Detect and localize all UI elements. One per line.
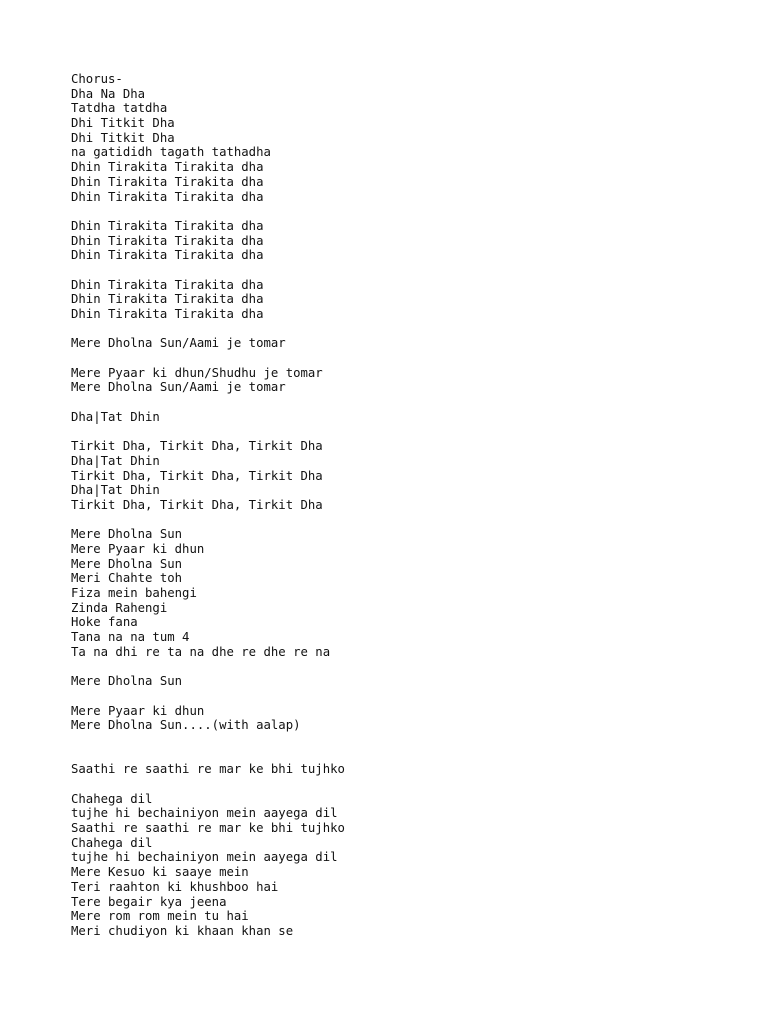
text-line: Meri Chahte toh [71,571,183,586]
text-line: Mere rom rom mein tu hai [71,909,249,924]
text-line: Dhin Tirakita Tirakita dha [71,189,264,204]
text-line: Dha|Tat Dhin [71,409,160,424]
text-line: Dhin Tirakita Tirakita dha [71,233,264,248]
blank-line [71,777,345,792]
text-line: Tirkit Dha, Tirkit Dha, Tirkit Dha [71,468,323,483]
text-line: Dhin Tirakita Tirakita dha [71,277,264,292]
text-line: Tana na na tum 4 [71,630,190,645]
text-line: Dhin Tirakita Tirakita dha [71,174,264,189]
text-line: Mere Pyaar ki dhun/Shudhu je tomar [71,365,323,380]
text-line: Hoke fana [71,615,138,630]
text-line: na gatididh tagath tathadha [71,145,271,160]
text-line: Mere Dholna Sun [71,674,183,689]
text-line: Mere Dholna Sun/Aami je tomar [71,336,286,351]
text-line: Mere Dholna Sun [71,556,183,571]
text-line: Chahega dil [71,791,153,806]
text-line: tujhe hi bechainiyon mein aayega dil [71,806,338,821]
text-line: Teri raahton ki khushboo hai [71,879,279,894]
text-line: Ta na dhi re ta na dhe re dhe re na [71,644,331,659]
text-line: Tirkit Dha, Tirkit Dha, Tirkit Dha [71,439,323,454]
blank-line [71,204,345,219]
text-line: Dhin Tirakita Tirakita dha [71,218,264,233]
text-line: Mere Kesuo ki saaye mein [71,865,249,880]
text-line: Dha|Tat Dhin [71,483,160,498]
blank-line [71,263,345,278]
text-line: Chahega dil [71,835,153,850]
text-line: Dhi Titkit Dha [71,116,175,131]
blank-line [71,660,345,675]
text-line: Tirkit Dha, Tirkit Dha, Tirkit Dha [71,497,323,512]
blank-line [71,733,345,748]
text-line: Saathi re saathi re mar ke bhi tujhko [71,762,345,777]
blank-line [71,748,345,763]
blank-line [71,395,345,410]
text-line: Tere begair kya jeena [71,894,227,909]
text-line: Mere Dholna Sun/Aami je tomar [71,380,286,395]
text-line: Dhin Tirakita Tirakita dha [71,160,264,175]
lyrics-text-block [71,72,345,939]
text-line: Tatdha tatdha [71,101,168,116]
text-line: Meri chudiyon ki khaan khan se [71,923,294,938]
text-line: Mere Dholna Sun [71,527,183,542]
text-line: Dhin Tirakita Tirakita dha [71,248,264,263]
text-line: Chorus- [71,72,123,86]
blank-line [71,351,345,366]
text-line: Zinda Rahengi [71,600,168,615]
text-line: Dha|Tat Dhin [71,453,160,468]
blank-line [71,425,345,440]
blank-line [71,689,345,704]
text-line: tujhe hi bechainiyon mein aayega dil [71,850,338,865]
blank-line [71,322,345,337]
text-line: Dhin Tirakita Tirakita dha [71,307,264,321]
text-line: Dha Na Dha [71,86,146,101]
text-line: Dhi Titkit Dha [71,130,175,145]
text-line: Mere Dholna Sun....(with aalap) [71,718,301,733]
blank-line [71,513,345,528]
text-line: Mere Pyaar ki dhun [71,703,205,718]
text-line: Mere Pyaar ki dhun [71,542,205,556]
text-line: Fiza mein bahengi [71,586,197,601]
text-line: Saathi re saathi re mar ke bhi tujhko [71,821,345,836]
text-line: Dhin Tirakita Tirakita dha [71,292,264,307]
